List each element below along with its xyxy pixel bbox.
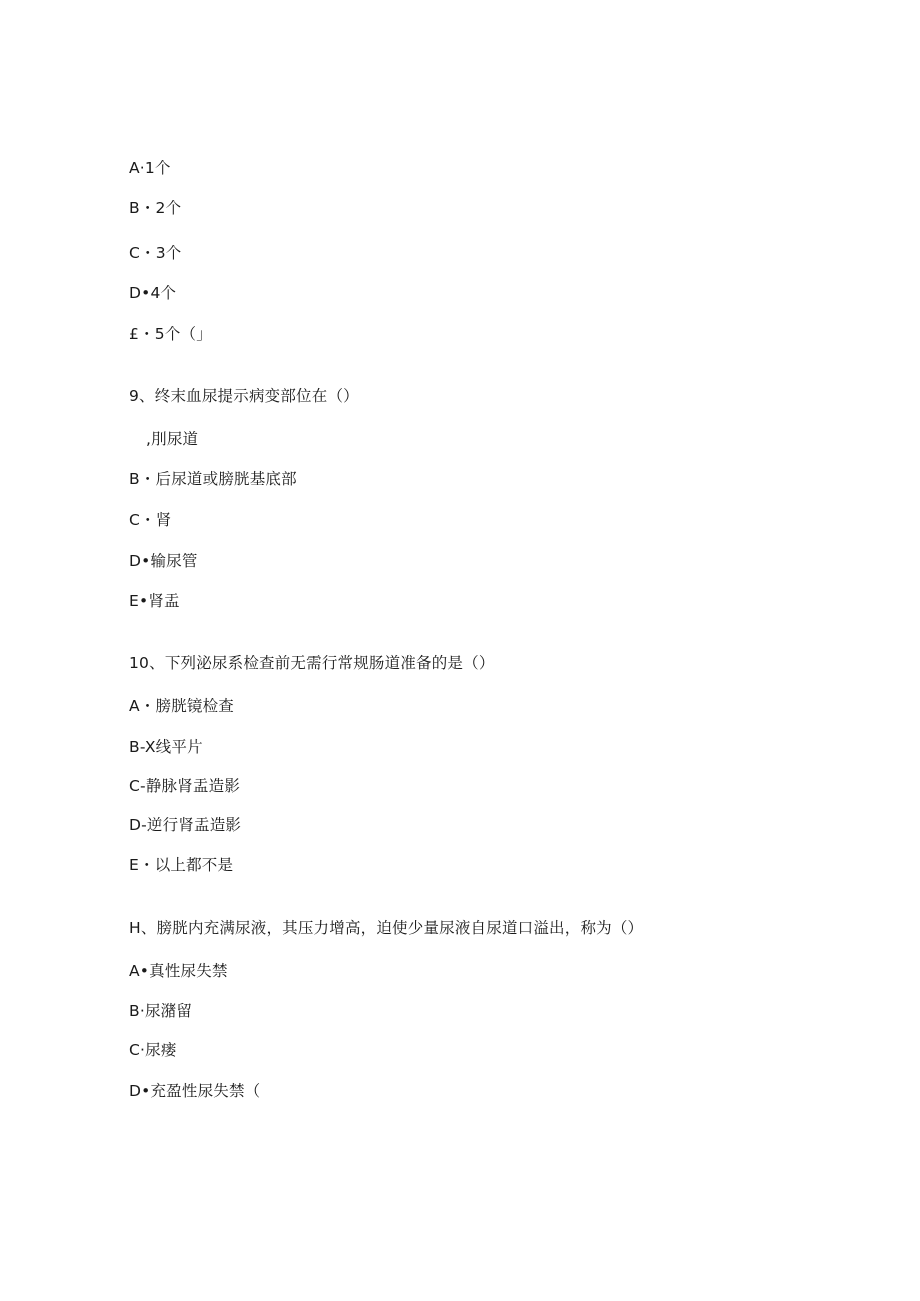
- q11-option-d: D•充盈性尿失禁（: [129, 1082, 261, 1100]
- q9-question: 9、终末血尿提示病变部位在（）: [129, 387, 359, 405]
- q8-option-d: D•4个: [129, 284, 177, 302]
- q9-option-a: ,刖尿道: [146, 430, 199, 448]
- q8-option-b: B・2个: [129, 199, 182, 217]
- q11-option-c: C·尿瘘: [129, 1041, 177, 1059]
- q11-option-a: A•真性尿失禁: [129, 962, 228, 980]
- q9-option-d: D•输尿管: [129, 552, 198, 570]
- q8-option-e: £・5个（」: [129, 325, 212, 343]
- q9-option-e: E•肾盂: [129, 592, 180, 610]
- q9-option-c: C・肾: [129, 511, 172, 529]
- q10-option-e: E・以上都不是: [129, 856, 234, 874]
- q10-question: 10、下列泌尿系检查前无需行常规肠道准备的是（）: [129, 654, 495, 672]
- q11-question: H、膀胱内充满尿液，其压力增高，迫使少量尿液自尿道口溢出，称为（）: [129, 919, 644, 937]
- q10-option-d: D-逆行肾盂造影: [129, 816, 242, 834]
- q8-option-a: A·1个: [129, 159, 171, 177]
- q10-option-c: C-静脉肾盂造影: [129, 777, 241, 795]
- q9-option-b: B・后尿道或膀胱基底部: [129, 470, 297, 488]
- q10-option-b: B-X线平片: [129, 738, 203, 756]
- q8-option-c: C・3个: [129, 244, 182, 262]
- q10-option-a: A・膀胱镜检查: [129, 697, 235, 715]
- q11-option-b: B·尿潴留: [129, 1002, 193, 1020]
